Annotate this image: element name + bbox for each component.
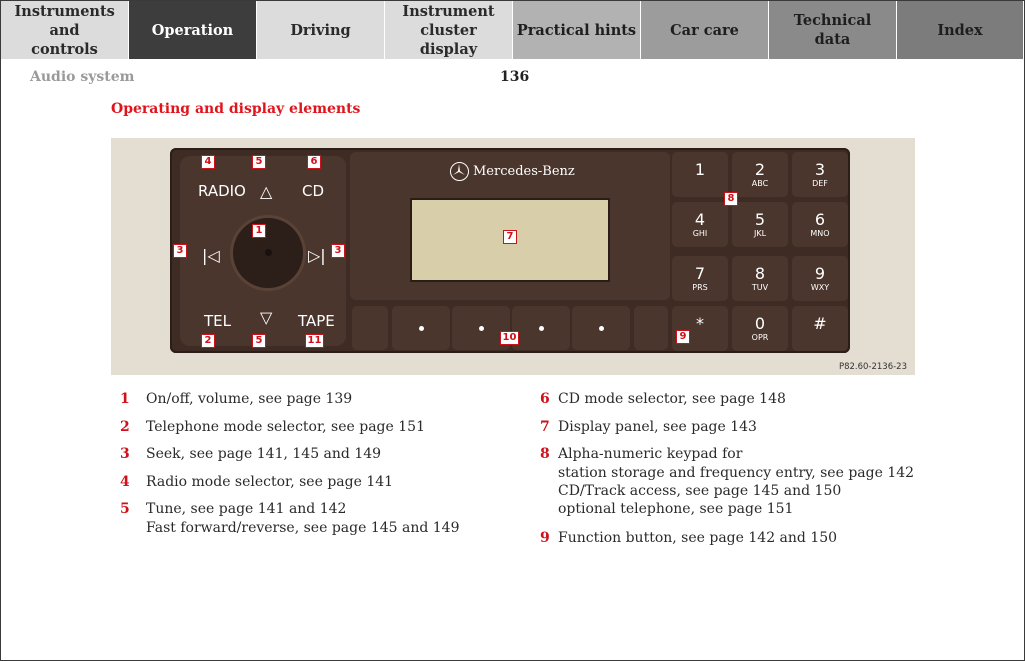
legend-text: Alpha-numeric keypad for <box>558 446 743 462</box>
tab-practical-hints[interactable] <box>513 1 641 59</box>
legend-number: 6 <box>540 391 550 407</box>
key-digit: 2 <box>754 160 766 179</box>
tab-label: Instruments and controls <box>14 2 115 58</box>
main-nav <box>1 1 1023 59</box>
key-letters: WXY <box>810 283 830 292</box>
key-letters: MNO <box>810 229 830 238</box>
keypad <box>672 152 848 350</box>
legend-text: station storage and frequency entry, see page 142 <box>558 465 915 481</box>
figure-code: P82.60-2136-23 <box>838 362 907 372</box>
legend-text: Function button, see page 142 and 150 <box>558 530 838 546</box>
legend-number: 5 <box>120 501 130 517</box>
key-letters: DEF <box>812 179 828 188</box>
callout-9: 9 <box>676 330 690 344</box>
key-8[interactable] <box>732 256 788 301</box>
cd-button-label[interactable]: CD <box>302 182 325 200</box>
radio-button-label[interactable]: RADIO <box>198 182 246 200</box>
knob-center <box>265 249 272 256</box>
key-6[interactable] <box>792 202 848 247</box>
legend-text: CD mode selector, see page 148 <box>558 391 786 407</box>
legend-number: 4 <box>120 474 130 490</box>
tab-label: Operation <box>151 21 234 39</box>
mercedes-star-icon <box>450 162 469 181</box>
legend-number: 8 <box>540 446 550 462</box>
dot-icon <box>539 326 544 331</box>
legend-text: Display panel, see page 143 <box>558 419 757 435</box>
key-letters: GHI <box>692 229 708 238</box>
tab-label: Driving <box>290 21 351 39</box>
control-cluster <box>180 156 346 346</box>
key-star[interactable] <box>672 306 728 351</box>
legend-number: 7 <box>540 419 550 435</box>
page-heading: Operating and display elements <box>111 101 361 117</box>
legend-text: CD/Track access, see page 145 and 150 <box>558 483 842 499</box>
tab-operation[interactable] <box>129 1 257 59</box>
key-9[interactable] <box>792 256 848 301</box>
section-title: Audio system <box>30 69 135 85</box>
callout-3-right: 3 <box>331 244 345 258</box>
tab-label: Car care <box>670 21 739 39</box>
tab-instrument-cluster-display[interactable] <box>385 1 513 59</box>
tab-technical-data[interactable] <box>769 1 897 59</box>
tune-up-icon[interactable]: △ <box>260 182 273 201</box>
tab-label: Instrument cluster display <box>402 2 495 58</box>
key-letters: OPR <box>751 333 769 342</box>
legend-number: 3 <box>120 446 130 462</box>
tab-car-care[interactable] <box>641 1 769 59</box>
legend-text: Seek, see page 141, 145 and 149 <box>146 446 382 462</box>
tape-button-label[interactable]: TAPE <box>298 312 335 330</box>
tab-index[interactable] <box>897 1 1023 59</box>
key-letters: PRS <box>692 283 708 292</box>
key-digit: 0 <box>754 314 766 333</box>
legend-right <box>540 390 1000 560</box>
dot-icon <box>479 326 484 331</box>
callout-8: 8 <box>724 192 738 206</box>
seek-forward-icon[interactable]: ▷| <box>308 246 326 265</box>
key-letters: ABC <box>751 179 769 188</box>
key-4[interactable] <box>672 202 728 247</box>
key-digit: 8 <box>754 264 766 283</box>
callout-2: 2 <box>201 334 215 348</box>
callout-6: 6 <box>307 155 321 169</box>
key-2[interactable] <box>732 152 788 197</box>
callout-5-bottom: 5 <box>252 334 266 348</box>
key-digit: 3 <box>814 160 826 179</box>
tab-label: Practical hints <box>516 21 637 39</box>
callout-11: 11 <box>305 334 324 348</box>
tab-label: Technical data <box>793 12 872 48</box>
key-7[interactable] <box>672 256 728 301</box>
legend-text: Telephone mode selector, see page 151 <box>146 419 425 435</box>
key-letters: TUV <box>751 283 769 292</box>
legend-number: 1 <box>120 391 130 407</box>
key-5[interactable] <box>732 202 788 247</box>
key-digit: 9 <box>814 264 826 283</box>
legend-text: optional telephone, see page 151 <box>558 501 794 517</box>
legend-number: 9 <box>540 530 550 546</box>
legend-text: On/off, volume, see page 139 <box>146 391 353 407</box>
callout-4: 4 <box>201 155 215 169</box>
callout-1: 1 <box>252 224 266 238</box>
callout-10: 10 <box>500 331 519 345</box>
tab-instruments-and-controls[interactable] <box>1 1 129 59</box>
preset-button-1[interactable] <box>392 306 450 350</box>
dot-icon <box>419 326 424 331</box>
dot-icon <box>599 326 604 331</box>
key-0[interactable] <box>732 306 788 351</box>
preset-button-3[interactable] <box>512 306 570 350</box>
key-digit: 7 <box>694 264 706 283</box>
legend-number: 2 <box>120 419 130 435</box>
key-1[interactable] <box>672 152 728 197</box>
key-digit: 4 <box>694 210 706 229</box>
tab-label: Index <box>937 21 983 39</box>
key-3[interactable] <box>792 152 848 197</box>
seek-back-icon[interactable]: |◁ <box>202 246 220 265</box>
brand-logo <box>450 162 575 181</box>
tab-driving[interactable] <box>257 1 385 59</box>
callout-7: 7 <box>503 230 517 244</box>
legend-text: Radio mode selector, see page 141 <box>146 474 394 490</box>
radio-figure <box>111 138 915 375</box>
brand-name: Mercedes-Benz <box>473 164 575 179</box>
legend-text: Tune, see page 141 and 142 <box>146 501 347 517</box>
preset-blank-left[interactable] <box>352 306 388 350</box>
radio-unit <box>170 148 850 353</box>
key-digit: * <box>696 314 704 333</box>
page-number: 136 <box>500 69 530 85</box>
key-digit: 5 <box>754 210 766 229</box>
preset-blank-right[interactable] <box>634 306 668 350</box>
key-digit: 6 <box>814 210 826 229</box>
legend-left <box>120 390 520 550</box>
volume-knob[interactable] <box>233 218 303 288</box>
display-housing <box>350 152 670 300</box>
preset-button-4[interactable] <box>572 306 630 350</box>
key-digit: # <box>813 314 827 333</box>
callout-5-top: 5 <box>252 155 266 169</box>
tel-button-label[interactable]: TEL <box>204 312 231 330</box>
key-digit: 1 <box>694 160 706 179</box>
key-letters: JKL <box>753 229 767 238</box>
key-hash[interactable] <box>792 306 848 351</box>
tune-down-icon[interactable]: ▽ <box>260 308 273 327</box>
callout-3-left: 3 <box>173 244 187 258</box>
legend-text: Fast forward/reverse, see page 145 and 149 <box>146 520 460 536</box>
